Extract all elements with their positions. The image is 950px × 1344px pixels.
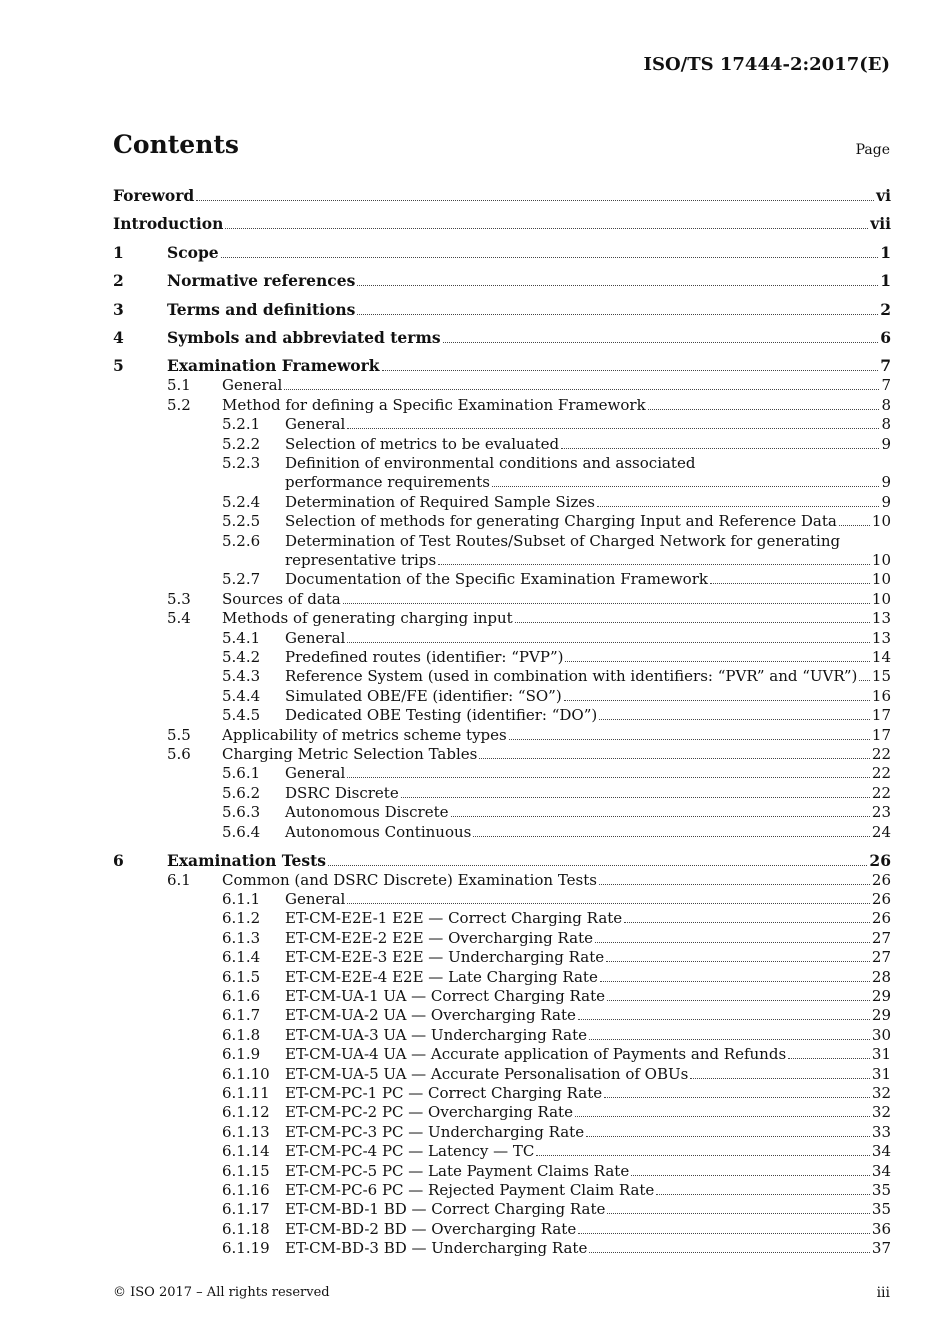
toc-entry[interactable] (113, 570, 891, 590)
toc-entry-title: Method for defining a Specific Examination Framework (222, 395, 646, 414)
toc-entry-number: 5.1 (167, 376, 191, 395)
toc-entry[interactable] (113, 1084, 891, 1104)
toc-entry-page: 22 (871, 745, 891, 763)
toc-entry-title: Examination Tests (167, 850, 326, 870)
dot-leader (595, 930, 870, 943)
dot-leader (347, 765, 870, 778)
toc-entry-title: Applicability of metrics scheme types (222, 725, 507, 744)
dot-leader (509, 727, 870, 740)
dot-leader (624, 910, 870, 923)
toc-entry-title: Charging Metric Selection Tables (222, 745, 478, 763)
toc-entry-title: Sources of data (222, 589, 341, 608)
toc-entry-number: 6.1.17 (222, 1200, 270, 1219)
toc-entry-title: ET-CM-E2E-3 E2E — Undercharging Rate (285, 948, 605, 967)
toc-entry[interactable] (113, 435, 891, 455)
toc-entry-number: 5.2 (167, 395, 191, 414)
copyright-notice: © ISO 2017 – All rights reserved (113, 1285, 330, 1300)
toc-entry-number: 5.2.6 (222, 531, 261, 550)
dot-leader (586, 1124, 870, 1137)
toc-entry-title: General (285, 628, 346, 647)
toc-entry[interactable] (113, 764, 891, 784)
toc-entry-title: General (285, 764, 346, 783)
toc-entry-title: Introduction (113, 214, 224, 234)
toc-entry-title: General (285, 890, 346, 908)
toc-entry-number: 5.4 (167, 609, 191, 628)
toc-entry[interactable] (113, 396, 891, 416)
toc-entry[interactable] (113, 1220, 891, 1240)
dot-leader (839, 513, 870, 526)
toc-entry-page: 26 (869, 850, 891, 870)
toc-entry[interactable] (113, 784, 891, 804)
toc-entry-number: 6.1 (167, 870, 191, 889)
toc-entry[interactable] (113, 987, 891, 1007)
toc-entry[interactable] (113, 745, 891, 765)
dot-leader (479, 746, 870, 759)
toc-entry[interactable] (113, 1045, 891, 1065)
dot-leader (597, 494, 880, 507)
page-title: Contents (113, 130, 240, 159)
toc-entry-page: 35 (871, 1200, 891, 1219)
toc-entry[interactable] (113, 890, 891, 910)
toc-entry-title: ET-CM-PC-6 PC — Rejected Payment Claim Rate (285, 1181, 655, 1199)
toc-entry-number: 6.1.5 (222, 967, 261, 986)
dot-leader (347, 416, 879, 429)
toc-entry[interactable] (113, 532, 891, 552)
dot-leader (788, 1046, 870, 1059)
toc-entry-page: 26 (871, 909, 891, 928)
dot-leader (589, 1240, 870, 1253)
toc-entry[interactable] (113, 1181, 891, 1201)
toc-entry[interactable] (113, 512, 891, 532)
toc-entry-title: Common (and DSRC Discrete) Examination Tests (222, 870, 597, 889)
toc-entry[interactable] (113, 968, 891, 988)
toc-entry[interactable] (113, 1123, 891, 1143)
toc-entry-title: ET-CM-PC-2 PC — Overcharging Rate (285, 1103, 573, 1122)
dot-leader (606, 949, 870, 962)
toc-entry-number: 5.2.4 (222, 492, 261, 511)
dot-leader (656, 1182, 870, 1195)
toc-entry-number: 6.1.16 (222, 1181, 270, 1199)
toc-entry-page: 30 (871, 1025, 891, 1044)
dot-leader (607, 1201, 870, 1214)
page-column-label: Page (855, 142, 890, 158)
toc-entry-number: 6.1.8 (222, 1025, 261, 1044)
toc-entry-number: 5.5 (167, 725, 191, 744)
toc-entry-title: ET-CM-BD-3 BD — Undercharging Rate (285, 1239, 588, 1258)
dot-leader (631, 1163, 870, 1176)
toc-entry-page: 26 (871, 870, 891, 889)
toc-entry-title: Foreword (113, 186, 195, 205)
toc-entry-number: 6.1.10 (222, 1064, 270, 1083)
toc-entry-number: 5.6.2 (222, 783, 261, 802)
toc-entry-title: ET-CM-PC-1 PC — Correct Charging Rate (285, 1084, 603, 1102)
dot-leader (710, 571, 870, 584)
toc-entry[interactable] (113, 1142, 891, 1162)
toc-entry[interactable] (113, 609, 891, 629)
toc-entry-title: ET-CM-E2E-4 E2E — Late Charging Rate (285, 967, 598, 986)
toc-entry-number: 5.4.2 (222, 648, 261, 666)
toc-entry[interactable] (113, 706, 891, 726)
dot-leader (561, 436, 879, 449)
toc-entry-number: 4 (113, 328, 124, 347)
toc-entry[interactable] (113, 803, 891, 823)
toc-entry[interactable] (113, 328, 891, 348)
toc-entry-number: 5.2.3 (222, 454, 261, 472)
dot-leader (357, 273, 878, 286)
toc-entry-page: 8 (881, 395, 891, 414)
toc-entry-page: 31 (871, 1045, 891, 1064)
toc-entry-page: 16 (871, 686, 891, 705)
toc-entry-number: 6.1.19 (222, 1239, 270, 1258)
dot-leader (607, 988, 870, 1001)
toc-entry-page: 27 (871, 928, 891, 947)
toc-entry[interactable] (113, 948, 891, 968)
document-code: ISO/TS 17444-2:2017(E) (643, 54, 890, 75)
toc-entry-number: 6.1.11 (222, 1084, 270, 1102)
toc-entry-number: 6.1.12 (222, 1103, 270, 1122)
page-number: iii (876, 1285, 890, 1301)
toc-entry-page: 26 (871, 890, 891, 908)
toc-entry-number: 6.1.2 (222, 909, 261, 928)
toc-entry-title: Selection of metrics to be evaluated (285, 434, 560, 453)
toc-entry[interactable] (113, 186, 891, 206)
toc-entry-page: 32 (871, 1103, 891, 1122)
toc-entry[interactable] (113, 909, 891, 929)
toc-entry[interactable] (113, 243, 891, 263)
toc-entry[interactable] (113, 590, 891, 610)
toc-entry-title: Determination of Required Sample Sizes (285, 492, 595, 511)
toc-entry-page: 32 (871, 1084, 891, 1102)
toc-entry[interactable] (113, 871, 891, 891)
toc-entry-page: 29 (871, 1006, 891, 1025)
toc-entry-page: 7 (880, 356, 891, 376)
toc-entry-number: 6.1.1 (222, 890, 261, 908)
toc-entry-title: ET-CM-UA-2 UA — Overcharging Rate (285, 1006, 576, 1025)
toc-entry-title: Predefined routes (identifier: “PVP”) (285, 648, 564, 666)
toc-entry-number: 5.3 (167, 589, 191, 608)
toc-entry-title: ET-CM-PC-3 PC — Undercharging Rate (285, 1122, 585, 1141)
toc-entry-number: 5 (113, 356, 124, 376)
toc-entry-page: 15 (871, 667, 891, 686)
dot-leader (599, 707, 870, 720)
dot-leader (515, 610, 870, 623)
toc-entry-title: Autonomous Discrete (285, 803, 449, 822)
toc-entry-title: Terms and definitions (167, 299, 356, 319)
toc-entry-title: Symbols and abbreviated terms (167, 328, 441, 347)
toc-entry-page: 34 (871, 1142, 891, 1161)
toc-entry-title: Definition of environmental conditions and associated (285, 454, 696, 472)
dot-leader (357, 302, 878, 315)
toc-entry-title: ET-CM-UA-3 UA — Undercharging Rate (285, 1025, 587, 1044)
dot-leader (578, 1221, 870, 1234)
toc-entry-number: 5.4.5 (222, 706, 261, 725)
toc-entry-title: ET-CM-UA-1 UA — Correct Charging Rate (285, 987, 606, 1005)
toc-entry-title: ET-CM-UA-5 UA — Accurate Personalisation of OBUs (285, 1064, 689, 1083)
dot-leader (284, 377, 879, 390)
toc-entry-page: 31 (871, 1064, 891, 1083)
dot-leader (382, 358, 879, 371)
dot-leader (221, 245, 879, 258)
toc-entry[interactable] (113, 356, 891, 376)
toc-entry-title: Determination of Test Routes/Subset of Charged Network for generating (285, 531, 841, 550)
dot-leader (443, 330, 879, 343)
toc-entry-page: 13 (871, 628, 891, 647)
toc-entry[interactable] (113, 667, 891, 687)
toc-entry-title: Selection of methods for generating Charging Input and Reference Data (285, 512, 837, 531)
toc-entry-title: ET-CM-UA-4 UA — Accurate application of Payments and Refunds (285, 1045, 787, 1064)
toc-entry[interactable] (113, 300, 891, 320)
toc-entry-page: 14 (871, 648, 891, 666)
toc-entry-page: vi (876, 186, 891, 205)
toc-entry-number: 2 (113, 271, 124, 291)
dot-leader (347, 891, 870, 904)
toc-entry-page: 27 (871, 948, 891, 967)
toc-entry-page: 1 (880, 271, 891, 291)
toc-entry-number: 5.6 (167, 745, 191, 763)
dot-leader (347, 630, 870, 643)
toc-entry-page: 17 (871, 706, 891, 725)
toc-entry[interactable] (113, 473, 891, 493)
toc-entry-page: 36 (871, 1219, 891, 1238)
dot-leader (599, 872, 870, 885)
toc-entry-number: 5.4.4 (222, 686, 261, 705)
toc-entry[interactable] (113, 629, 891, 649)
toc-entry-number: 5.2.5 (222, 512, 261, 531)
toc-entry-title: Normative references (167, 271, 356, 291)
toc-entry-page: 37 (871, 1239, 891, 1258)
toc-entry[interactable] (113, 1239, 891, 1259)
dot-leader (575, 1104, 870, 1117)
dot-leader (343, 591, 870, 604)
toc-entry-number: 6.1.9 (222, 1045, 261, 1064)
toc-entry-number: 6.1.6 (222, 987, 261, 1005)
dot-leader (451, 804, 870, 817)
dot-leader (565, 649, 869, 662)
toc-entry-title: General (285, 415, 346, 434)
toc-entry-number: 5.6.1 (222, 764, 261, 783)
toc-entry-title: representative trips (285, 551, 437, 569)
toc-entry-page: 1 (880, 242, 891, 262)
toc-entry[interactable] (113, 271, 891, 291)
toc-entry-page: 13 (871, 609, 891, 628)
toc-entry-page: 10 (871, 589, 891, 608)
toc-entry-number: 6.1.13 (222, 1122, 270, 1141)
toc-entry[interactable] (113, 687, 891, 707)
toc-entry-page: 34 (871, 1161, 891, 1180)
toc-entry-title: Scope (167, 242, 219, 262)
toc-entry-page: 8 (881, 415, 891, 434)
dot-leader (690, 1066, 870, 1079)
toc-entry-number: 1 (113, 242, 124, 262)
toc-entry-page: 9 (881, 473, 891, 492)
toc-entry[interactable] (113, 726, 891, 746)
toc-entry-title: ET-CM-PC-4 PC — Latency — TC (285, 1142, 535, 1161)
toc-entry-page: 35 (871, 1181, 891, 1199)
toc-entry-page: 10 (871, 551, 891, 569)
toc-entry-number: 3 (113, 299, 124, 319)
toc-entry-title: ET-CM-E2E-2 E2E — Overcharging Rate (285, 928, 593, 947)
toc-entry-title: Methods of generating charging input (222, 609, 513, 628)
toc-entry-title: Dedicated OBE Testing (identifier: “DO”) (285, 706, 598, 725)
toc-entry-page: 10 (871, 570, 891, 589)
toc-entry-title: Documentation of the Specific Examination Framework (285, 570, 708, 589)
toc-entry[interactable] (113, 214, 891, 234)
toc-entry-title: ET-CM-E2E-1 E2E — Correct Charging Rate (285, 909, 623, 928)
toc-entry[interactable] (113, 929, 891, 949)
dot-leader (600, 969, 870, 982)
toc-entry-page: 17 (871, 725, 891, 744)
toc-entry-page: 22 (871, 783, 891, 802)
toc-entry-number: 6.1.7 (222, 1006, 261, 1025)
toc-entry-page: vii (870, 214, 891, 234)
toc-entry[interactable] (113, 1200, 891, 1220)
dot-leader (859, 668, 870, 681)
toc-entry[interactable] (113, 551, 891, 571)
dot-leader (438, 552, 870, 565)
toc-entry-title: ET-CM-PC-5 PC — Late Payment Claims Rate (285, 1161, 630, 1180)
toc-entry[interactable] (113, 648, 891, 668)
toc-entry[interactable] (113, 1162, 891, 1182)
toc-entry-title: Reference System (used in combination with identifiers: “PVR” and “UVR”) (285, 667, 858, 686)
toc-entry[interactable] (113, 851, 891, 871)
toc-entry[interactable] (113, 493, 891, 513)
toc-entry-number: 5.4.3 (222, 667, 261, 686)
toc-entry[interactable] (113, 823, 891, 843)
toc-entry-page: 24 (871, 822, 891, 841)
toc-entry-number: 6.1.3 (222, 928, 261, 947)
toc-entry-page: 28 (871, 967, 891, 986)
toc-entry-page: 6 (880, 328, 891, 347)
toc-entry-page: 29 (871, 987, 891, 1005)
toc-entry-number: 6.1.14 (222, 1142, 270, 1161)
toc-entry-page: 9 (881, 434, 891, 453)
dot-leader (589, 1027, 870, 1040)
dot-leader (196, 188, 874, 201)
dot-leader (648, 397, 880, 410)
dot-leader (401, 785, 870, 798)
dot-leader (604, 1085, 870, 1098)
toc-entry[interactable] (113, 376, 891, 396)
toc-entry-page: 23 (871, 803, 891, 822)
toc-entry[interactable] (113, 1006, 891, 1026)
dot-leader (225, 216, 868, 229)
toc-entry[interactable] (113, 1065, 891, 1085)
dot-leader (492, 474, 880, 487)
toc-entry-number: 6.1.18 (222, 1219, 270, 1238)
toc-entry-title: ET-CM-BD-1 BD — Correct Charging Rate (285, 1200, 606, 1219)
dot-leader (473, 824, 870, 837)
toc-entry-number: 6 (113, 850, 124, 870)
toc-entry-title: DSRC Discrete (285, 783, 399, 802)
toc-entry-title: Examination Framework (167, 356, 380, 376)
toc-entry-number: 5.2.1 (222, 415, 261, 434)
dot-leader (536, 1143, 869, 1156)
toc-entry-number: 6.1.4 (222, 948, 261, 967)
toc-entry-page: 2 (880, 299, 891, 319)
toc-entry-title: Simulated OBE/FE (identifier: “SO”) (285, 686, 562, 705)
toc-entry-title: performance requirements (285, 473, 490, 492)
toc-entry-page: 9 (881, 492, 891, 511)
toc-entry-page: 10 (871, 512, 891, 531)
toc-entry-page: 33 (871, 1122, 891, 1141)
toc-entry-number: 5.6.3 (222, 803, 261, 822)
toc-entry-number: 6.1.15 (222, 1161, 270, 1180)
toc-entry-number: 5.6.4 (222, 822, 261, 841)
toc-entry-number: 5.4.1 (222, 628, 261, 647)
toc-entry-page: 22 (871, 764, 891, 783)
toc-entry-number: 5.2.2 (222, 434, 261, 453)
toc-entry-number: 5.2.7 (222, 570, 261, 589)
dot-leader (578, 1007, 870, 1020)
toc-entry[interactable] (113, 1103, 891, 1123)
toc-entry[interactable] (113, 415, 891, 435)
toc-entry-title: ET-CM-BD-2 BD — Overcharging Rate (285, 1219, 577, 1238)
toc-entry-page: 7 (881, 376, 891, 395)
toc-entry-title: Autonomous Continuous (285, 822, 472, 841)
dot-leader (328, 853, 867, 866)
dot-leader (564, 688, 870, 701)
toc-entry-title: General (222, 376, 283, 395)
toc-entry[interactable] (113, 454, 891, 474)
toc-entry[interactable] (113, 1026, 891, 1046)
